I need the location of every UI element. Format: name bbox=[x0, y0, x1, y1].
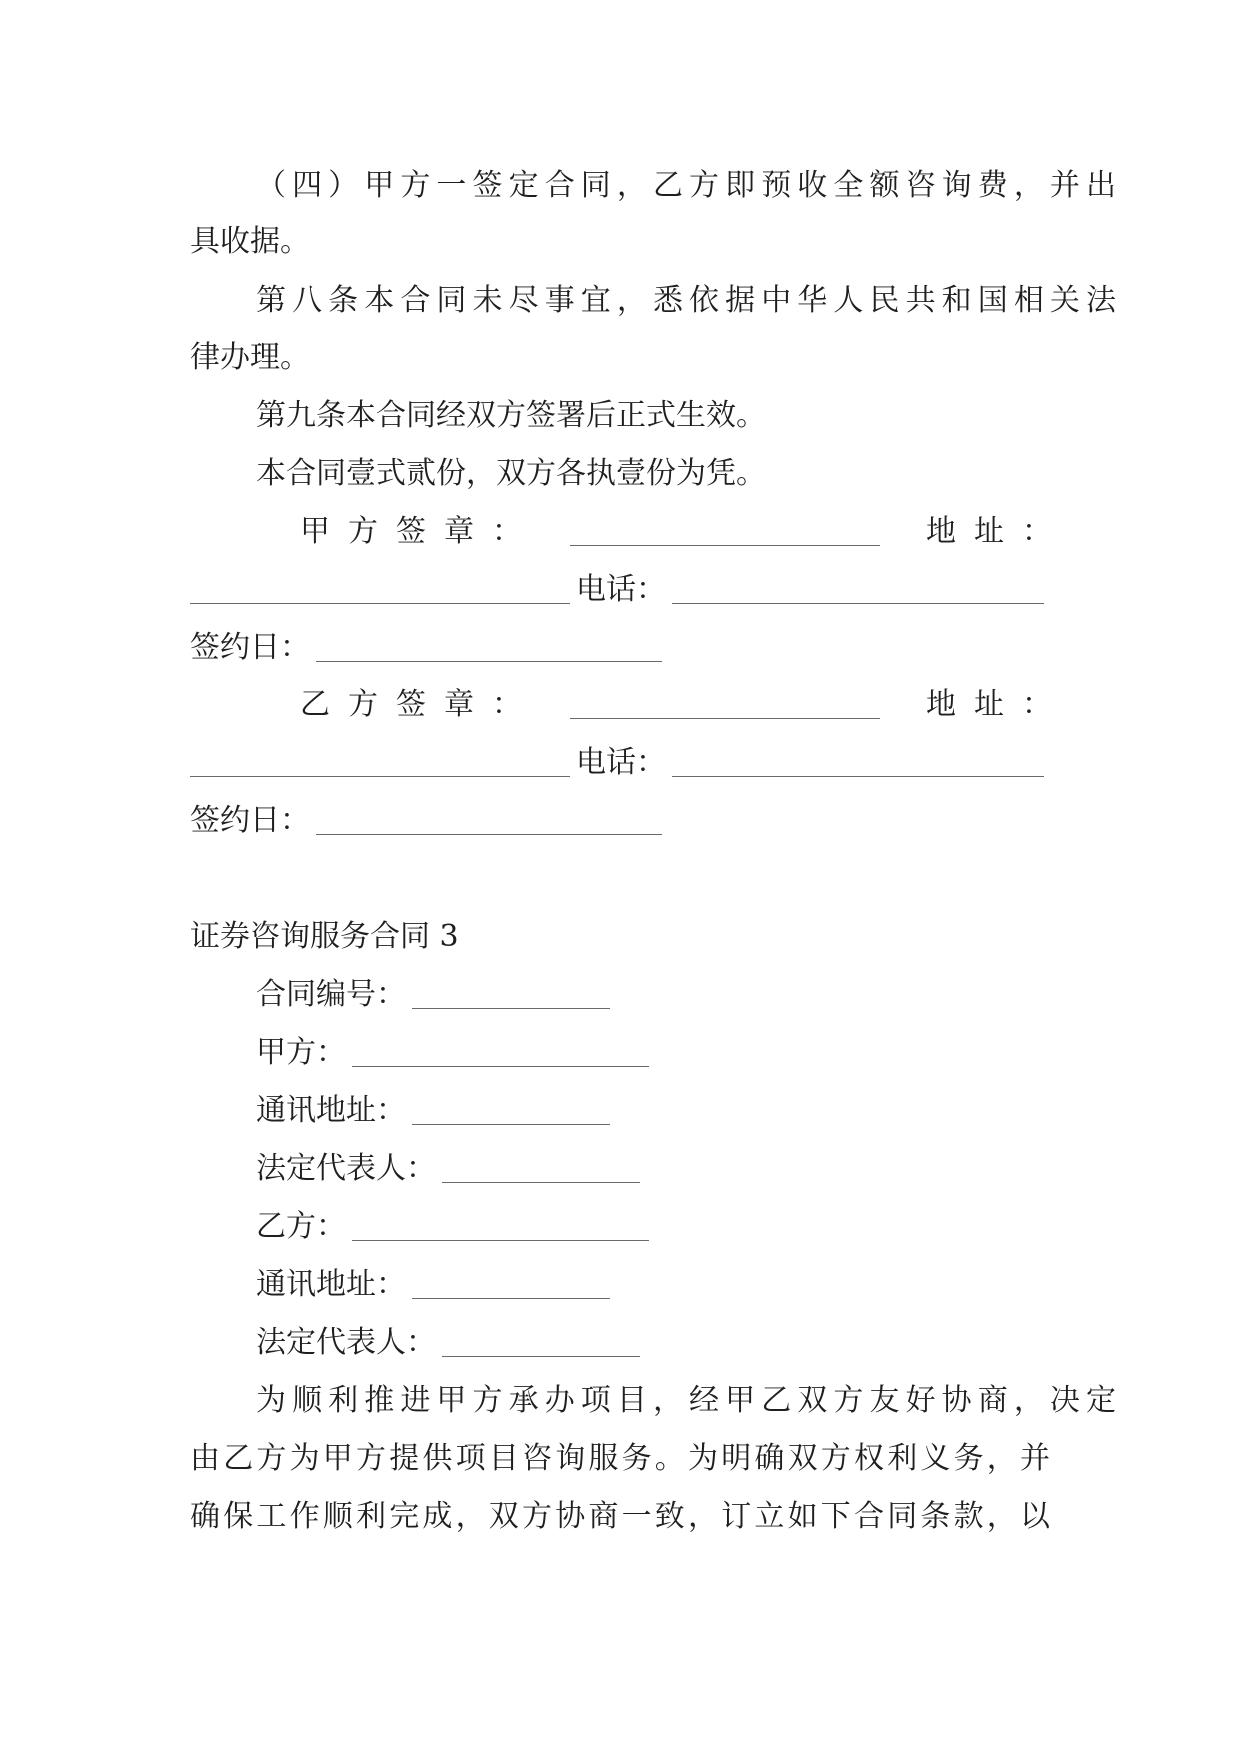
party-b-blank[interactable] bbox=[352, 1214, 649, 1241]
party-a-date-blank[interactable] bbox=[316, 635, 662, 662]
clause-4-line-2: 具收据。 bbox=[190, 224, 310, 259]
party-a-phone-row bbox=[190, 570, 1050, 610]
party-b-date-label: 签约日： bbox=[190, 803, 310, 838]
party-a-address-label: 地址： bbox=[926, 514, 1070, 549]
rep-b-row bbox=[190, 1323, 1116, 1363]
party-b-label: 乙方： bbox=[256, 1209, 346, 1244]
party-a-blank[interactable] bbox=[352, 1040, 649, 1067]
party-a-row bbox=[190, 1033, 1116, 1073]
party-a-sign-label: 甲方签章： bbox=[300, 514, 540, 549]
party-a-address-blank[interactable] bbox=[190, 577, 570, 604]
party-a-date-row bbox=[190, 628, 1050, 668]
party-a-sign-blank[interactable] bbox=[570, 519, 880, 546]
rep-b-label: 法定代表人： bbox=[256, 1325, 436, 1360]
clause-4-line-1: （四）甲方一签定合同，乙方即预收全额咨询费，并出 bbox=[256, 168, 1116, 203]
party-a-label: 甲方： bbox=[256, 1035, 346, 1070]
address-b-blank[interactable] bbox=[412, 1272, 610, 1299]
party-b-phone-label: 电话： bbox=[576, 745, 666, 780]
party-b-sign-row bbox=[190, 685, 1070, 725]
party-a-phone-label: 电话： bbox=[576, 572, 666, 607]
address-a-row bbox=[190, 1091, 1116, 1131]
rep-a-blank[interactable] bbox=[442, 1156, 640, 1183]
rep-b-blank[interactable] bbox=[442, 1330, 640, 1357]
party-b-address-label: 地址： bbox=[926, 687, 1070, 722]
intro-line-1: 为顺利推进甲方承办项目，经甲乙双方友好协商，决定 bbox=[256, 1383, 1116, 1418]
article-8-line-1: 第八条本合同未尽事宜，悉依据中华人民共和国相关法 bbox=[256, 283, 1116, 318]
contract-3-title: 证券咨询服务合同 3 bbox=[190, 919, 459, 954]
contract-number-label: 合同编号： bbox=[256, 977, 406, 1012]
contract-number-row bbox=[190, 975, 1116, 1015]
copies-clause: 本合同壹式贰份，双方各执壹份为凭。 bbox=[256, 456, 766, 491]
party-b-row bbox=[190, 1207, 1116, 1247]
party-a-phone-blank[interactable] bbox=[672, 577, 1044, 604]
party-b-phone-row bbox=[190, 743, 1050, 783]
intro-line-2: 由乙方为甲方提供项目咨询服务。为明确双方权利义务，并 bbox=[190, 1441, 1050, 1476]
article-8-line-2: 律办理。 bbox=[190, 340, 310, 375]
address-a-blank[interactable] bbox=[412, 1098, 610, 1125]
party-b-sign-label: 乙方签章： bbox=[300, 687, 540, 722]
party-b-sign-blank[interactable] bbox=[570, 692, 880, 719]
address-b-label: 通讯地址： bbox=[256, 1267, 406, 1302]
party-a-sign-row bbox=[190, 512, 1070, 552]
rep-a-label: 法定代表人： bbox=[256, 1151, 436, 1186]
party-b-address-blank[interactable] bbox=[190, 750, 570, 777]
party-b-phone-blank[interactable] bbox=[672, 750, 1044, 777]
party-a-date-label: 签约日： bbox=[190, 630, 310, 665]
address-a-label: 通讯地址： bbox=[256, 1093, 406, 1128]
intro-line-3: 确保工作顺利完成，双方协商一致，订立如下合同条款，以 bbox=[190, 1499, 1050, 1534]
rep-a-row bbox=[190, 1149, 1116, 1189]
party-b-date-blank[interactable] bbox=[316, 808, 662, 835]
contract-number-blank[interactable] bbox=[412, 982, 610, 1009]
article-9: 第九条本合同经双方签署后正式生效。 bbox=[256, 398, 766, 433]
address-b-row bbox=[190, 1265, 1116, 1305]
party-b-date-row bbox=[190, 801, 1050, 841]
